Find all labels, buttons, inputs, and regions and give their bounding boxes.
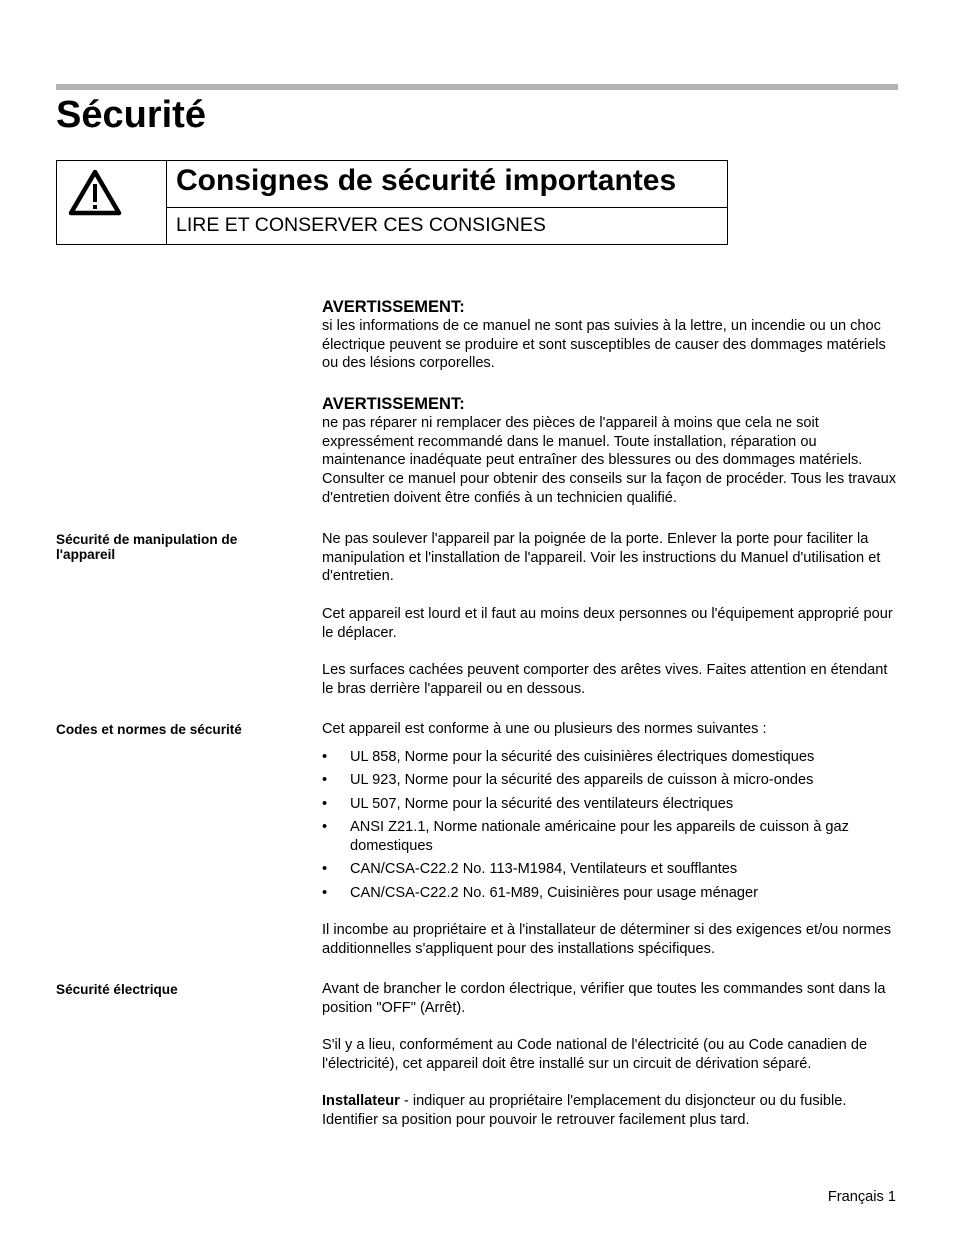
list-item-text: CAN/CSA-C22.2 No. 61-M89, Cuisinières pour usage ménager [350,884,759,901]
bullet: • [322,748,328,765]
list-item-text: UL 507, Norme pour la sécurité des ventilateurs électriques [350,795,734,812]
bullet: • [322,772,328,789]
safety-notice-box [56,160,728,245]
paragraph: Ne pas soulever l'appareil par la poignée de la porte. Enlever la porte pour faciliter la manipulation et l'installation de l'appareil. Voir les instructions du Manuel d'utilisation et d'entretien. [322,531,881,585]
list-item [322,771,900,790]
list-item [322,795,900,814]
warning-icon-cell [57,161,167,244]
section-electrical [322,980,900,1148]
list-item [322,748,900,767]
paragraph-installer [322,1092,900,1129]
section-codes [322,720,900,977]
list-item [322,818,900,855]
notice-divider [167,207,727,208]
bullet: • [322,795,328,812]
list-item-text: UL 858, Norme pour la sécurité des cuisinières électriques domestiques [350,748,815,765]
paragraph: Cet appareil est lourd et il faut au moins deux personnes ou l'équipement approprié pour le déplacer. [322,605,893,641]
paragraph: Avant de brancher le cordon électrique, vérifier que toutes les commandes sont dans la position "OFF" (Arrêt). [322,981,886,1016]
warning-triangle-icon [67,167,123,219]
paragraph: Cet appareil est conforme à une ou plusieurs des normes suivantes : [322,721,767,737]
warning-heading: AVERTISSEMENT: [322,298,465,316]
list-item [322,860,900,879]
list-item-text: UL 923, Norme pour la sécurité des appareils de cuisson à micro-ondes [350,772,814,789]
installer-text: - indiquer au propriétaire l'emplacement du disjoncteur ou du fusible. Identifier sa position pour pouvoir le retrouver facilement plus tard. [322,1093,847,1128]
list-item-text: CAN/CSA-C22.2 No. 113-M1984, Ventilateurs et soufflantes [350,861,738,878]
warning-1 [322,297,900,373]
standards-list [322,748,900,903]
installer-bold: Installateur [322,1093,400,1110]
section-handling [322,530,900,717]
paragraph: Les surfaces cachées peuvent comporter des arêtes vives. Faites attention en étendant le bras derrière l'appareil ou en dessous. [322,661,888,697]
list-item-text: ANSI Z21.1, Norme nationale américaine pour les appareils de cuisson à gaz domestiques [350,819,849,854]
paragraph: Il incombe au propriétaire et à l'installateur de déterminer si des exigences et/ou normes additionnelles s'appliquent pour des installations spécifiques. [322,922,891,957]
list-item [322,884,900,903]
bullet: • [322,819,328,836]
paragraph: S'il y a lieu, conformément au Code national de l'électricité (ou au Code canadien de l'électricité), cet appareil doit être installé sur un circuit de dérivation séparé. [322,1037,868,1072]
warning-text: ne pas réparer ni remplacer des pièces de l'appareil à moins que cela ne soit expressément recommandé dans le manuel. Toute installation, réparation ou maintenance inadéquate peut entraîner des blessures ou des dommages matériels. Consulter ce manuel pour obtenir des conseils sur la façon de procéder. Tous les travaux d'entretien doivent être confiés à un technicien qualifié. [322,415,897,506]
warning-heading: AVERTISSEMENT: [322,395,465,413]
page-title: Sécurité [56,94,206,136]
notice-heading: Consignes de sécurité importantes [176,164,677,197]
warning-2 [322,394,900,508]
notice-subheading: LIRE ET CONSERVER CES CONSIGNES [176,214,546,236]
bullet: • [322,861,328,878]
section-label-codes: Codes et normes de sécurité [56,722,242,737]
bullet: • [322,884,328,901]
section-label-electrical: Sécurité électrique [56,982,178,997]
warning-text: si les informations de ce manuel ne sont pas suivies à la lettre, un incendie ou un choc électrique peuvent se produire et sont susceptibles de causer des dommages matériels ou des lésions corporelles. [322,318,886,372]
page-footer: Français 1 [827,1189,896,1205]
section-label-handling: Sécurité de manipulation de l'appareil [56,532,238,562]
